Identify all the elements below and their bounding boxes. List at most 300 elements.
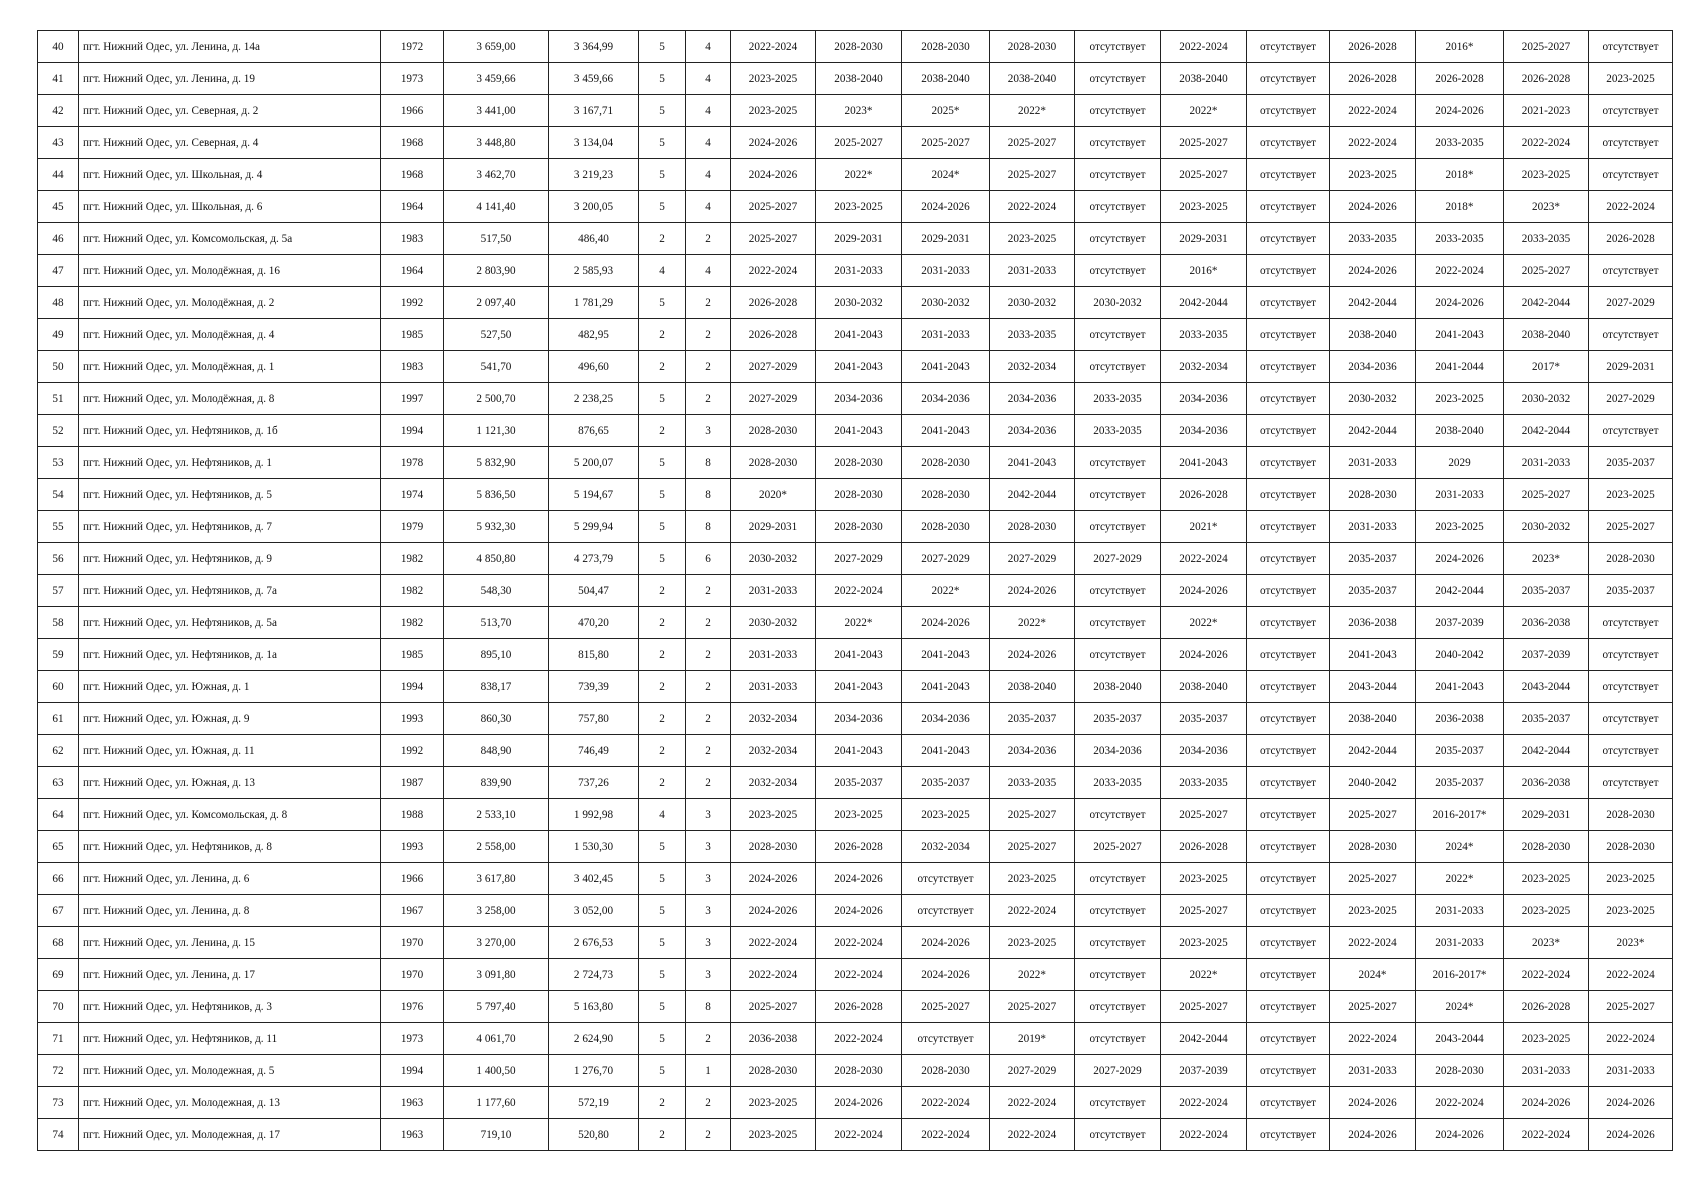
- table-cell: 2022-2024: [1161, 1087, 1247, 1119]
- table-row: [38, 63, 1673, 95]
- address-cell: пгт. Нижний Одес, ул. Молодежная, д. 13: [79, 1087, 381, 1119]
- table-cell: 2: [639, 415, 686, 447]
- table-cell: отсутствует: [1589, 415, 1673, 447]
- table-cell: 2016-2017*: [1416, 959, 1504, 991]
- table-cell: 2021*: [1161, 511, 1247, 543]
- table-cell: 2022-2024: [1416, 1087, 1504, 1119]
- table-cell: 848,90: [444, 735, 549, 767]
- table-cell: 1993: [381, 831, 444, 863]
- table-cell: отсутствует: [1247, 415, 1330, 447]
- table-cell: 2034-2036: [1161, 735, 1247, 767]
- table-cell: 2025-2027: [1330, 863, 1416, 895]
- table-cell: 2032-2034: [731, 735, 816, 767]
- table-cell: 2026-2028: [816, 831, 902, 863]
- table-cell: 2042-2044: [1504, 735, 1589, 767]
- table-cell: 2: [639, 351, 686, 383]
- table-cell: 2024*: [1416, 991, 1504, 1023]
- table-cell: 2025-2027: [990, 831, 1075, 863]
- table-cell: 2034-2036: [1161, 383, 1247, 415]
- row-number-cell: 42: [38, 95, 79, 127]
- table-row: [38, 479, 1673, 511]
- table-cell: 2041-2043: [1161, 447, 1247, 479]
- table-cell: 2038-2040: [816, 63, 902, 95]
- table-cell: 2029-2031: [1504, 799, 1589, 831]
- table-cell: 2025-2027: [1075, 831, 1161, 863]
- table-cell: 2042-2044: [1416, 575, 1504, 607]
- table-cell: отсутствует: [1075, 159, 1161, 191]
- table-cell: 2043-2044: [1330, 671, 1416, 703]
- table-cell: 4: [686, 31, 731, 63]
- table-cell: отсутствует: [1247, 895, 1330, 927]
- table-cell: 2036-2038: [1416, 703, 1504, 735]
- row-number-cell: 65: [38, 831, 79, 863]
- table-cell: 1974: [381, 479, 444, 511]
- table-cell: 2023-2025: [1589, 63, 1673, 95]
- table-cell: 3 448,80: [444, 127, 549, 159]
- table-cell: 2030-2032: [1075, 287, 1161, 319]
- table-row: [38, 223, 1673, 255]
- table-cell: 2028-2030: [816, 479, 902, 511]
- table-cell: 2041-2043: [990, 447, 1075, 479]
- table-cell: отсутствует: [1589, 703, 1673, 735]
- table-cell: 2038-2040: [1330, 703, 1416, 735]
- address-cell: пгт. Нижний Одес, ул. Ленина, д. 8: [79, 895, 381, 927]
- table-cell: 3 200,05: [549, 191, 639, 223]
- table-cell: 5: [639, 31, 686, 63]
- table-cell: 2035-2037: [1416, 735, 1504, 767]
- table-cell: 2017*: [1504, 351, 1589, 383]
- table-cell: отсутствует: [1075, 511, 1161, 543]
- table-cell: 2024-2026: [902, 927, 990, 959]
- table-cell: 5 194,67: [549, 479, 639, 511]
- table-cell: отсутствует: [1075, 255, 1161, 287]
- table-cell: 2022-2024: [1504, 127, 1589, 159]
- address-cell: пгт. Нижний Одес, ул. Школьная, д. 4: [79, 159, 381, 191]
- table-cell: 5 200,07: [549, 447, 639, 479]
- table-cell: 2: [686, 1087, 731, 1119]
- table-cell: 2037-2039: [1161, 1055, 1247, 1087]
- address-cell: пгт. Нижний Одес, ул. Комсомольская, д. 8: [79, 799, 381, 831]
- table-cell: отсутствует: [1247, 735, 1330, 767]
- table-cell: 2034-2036: [902, 703, 990, 735]
- table-cell: 2034-2036: [1075, 735, 1161, 767]
- table-cell: 2022-2024: [1161, 543, 1247, 575]
- row-number-cell: 43: [38, 127, 79, 159]
- table-cell: 2027-2029: [1075, 1055, 1161, 1087]
- address-cell: пгт. Нижний Одес, ул. Южная, д. 9: [79, 703, 381, 735]
- table-cell: 3: [686, 927, 731, 959]
- table-cell: отсутствует: [1075, 223, 1161, 255]
- table-cell: 2041-2043: [1416, 671, 1504, 703]
- table-cell: 1970: [381, 927, 444, 959]
- table-cell: 2042-2044: [1330, 287, 1416, 319]
- table-cell: 2034-2036: [816, 703, 902, 735]
- table-cell: 6: [686, 543, 731, 575]
- table-cell: 2035-2037: [816, 767, 902, 799]
- table-cell: 1966: [381, 863, 444, 895]
- table-cell: 2022-2024: [1504, 959, 1589, 991]
- table-cell: 2022-2024: [1504, 1119, 1589, 1151]
- table-cell: 2027-2029: [902, 543, 990, 575]
- table-cell: 2023-2025: [731, 95, 816, 127]
- table-cell: 1983: [381, 223, 444, 255]
- table-cell: 2023-2025: [731, 1119, 816, 1151]
- table-cell: 2031-2033: [902, 319, 990, 351]
- table-cell: 2025-2027: [731, 191, 816, 223]
- table-cell: 2029-2031: [731, 511, 816, 543]
- table-cell: отсутствует: [1247, 959, 1330, 991]
- table-cell: 2024-2026: [731, 127, 816, 159]
- table-cell: 2: [686, 287, 731, 319]
- table-cell: 2024-2026: [1416, 543, 1504, 575]
- table-cell: 2026-2028: [1330, 31, 1416, 63]
- table-cell: отсутствует: [902, 895, 990, 927]
- table-cell: 1985: [381, 639, 444, 671]
- table-cell: 2025-2027: [816, 127, 902, 159]
- table-cell: 2030-2032: [816, 287, 902, 319]
- table-cell: 2 624,90: [549, 1023, 639, 1055]
- table-cell: 2028-2030: [902, 447, 990, 479]
- address-cell: пгт. Нижний Одес, ул. Южная, д. 1: [79, 671, 381, 703]
- table-cell: отсутствует: [1247, 159, 1330, 191]
- table-cell: отсутствует: [1075, 863, 1161, 895]
- table-cell: отсутствует: [1247, 671, 1330, 703]
- table-cell: 2034-2036: [990, 735, 1075, 767]
- table-cell: 2041-2043: [1416, 319, 1504, 351]
- table-cell: отсутствует: [1075, 191, 1161, 223]
- table-cell: 2028-2030: [816, 31, 902, 63]
- table-cell: 486,40: [549, 223, 639, 255]
- address-cell: пгт. Нижний Одес, ул. Нефтяников, д. 3: [79, 991, 381, 1023]
- table-cell: отсутствует: [1589, 607, 1673, 639]
- table-cell: 2035-2037: [902, 767, 990, 799]
- table-cell: 2033-2035: [1075, 767, 1161, 799]
- table-cell: 2028-2030: [731, 831, 816, 863]
- row-number-cell: 56: [38, 543, 79, 575]
- table-cell: 2: [686, 1023, 731, 1055]
- table-cell: 3 167,71: [549, 95, 639, 127]
- table-cell: 2024-2026: [816, 895, 902, 927]
- table-cell: 2028-2030: [990, 31, 1075, 63]
- table-cell: 2025-2027: [1504, 31, 1589, 63]
- table-cell: 2035-2037: [1161, 703, 1247, 735]
- table-cell: отсутствует: [1075, 447, 1161, 479]
- table-cell: 2022-2024: [1330, 127, 1416, 159]
- table-cell: 2: [639, 319, 686, 351]
- table-cell: 2027-2029: [816, 543, 902, 575]
- table-cell: 2022*: [1161, 959, 1247, 991]
- table-cell: 470,20: [549, 607, 639, 639]
- table-cell: 1 781,29: [549, 287, 639, 319]
- table-cell: 1963: [381, 1119, 444, 1151]
- row-number-cell: 41: [38, 63, 79, 95]
- table-cell: 2022*: [1161, 607, 1247, 639]
- table-cell: 2023*: [1504, 543, 1589, 575]
- table-cell: 2016*: [1161, 255, 1247, 287]
- table-cell: 8: [686, 991, 731, 1023]
- table-cell: 2027-2029: [731, 351, 816, 383]
- table-cell: 2028-2030: [902, 479, 990, 511]
- table-cell: 2035-2037: [1504, 575, 1589, 607]
- table-cell: отсутствует: [1247, 575, 1330, 607]
- table-cell: 2029-2031: [902, 223, 990, 255]
- table-cell: 2018*: [1416, 191, 1504, 223]
- table-cell: 5: [639, 895, 686, 927]
- table-cell: 2022*: [816, 159, 902, 191]
- address-cell: пгт. Нижний Одес, ул. Нефтяников, д. 7а: [79, 575, 381, 607]
- table-cell: 2022-2024: [1330, 927, 1416, 959]
- table-cell: 1 400,50: [444, 1055, 549, 1087]
- table-cell: 3 402,45: [549, 863, 639, 895]
- table-cell: 2 097,40: [444, 287, 549, 319]
- table-cell: 2028-2030: [816, 1055, 902, 1087]
- table-cell: 4 273,79: [549, 543, 639, 575]
- table-row: [38, 447, 1673, 479]
- table-cell: 527,50: [444, 319, 549, 351]
- address-cell: пгт. Нижний Одес, ул. Нефтяников, д. 9: [79, 543, 381, 575]
- table-cell: 2041-2043: [902, 735, 990, 767]
- table-cell: 5: [639, 383, 686, 415]
- table-cell: 3 219,23: [549, 159, 639, 191]
- table-cell: 2028-2030: [1589, 799, 1673, 831]
- table-cell: 2030-2032: [990, 287, 1075, 319]
- row-number-cell: 74: [38, 1119, 79, 1151]
- table-cell: 5: [639, 991, 686, 1023]
- table-cell: 3: [686, 415, 731, 447]
- table-cell: 2041-2043: [816, 639, 902, 671]
- table-cell: 1 121,30: [444, 415, 549, 447]
- table-cell: 2028-2030: [731, 447, 816, 479]
- table-cell: 5: [639, 1023, 686, 1055]
- table-cell: 2024-2026: [731, 159, 816, 191]
- table-cell: 2041-2043: [816, 351, 902, 383]
- table-cell: 2024-2026: [1330, 1119, 1416, 1151]
- table-cell: 2022-2024: [731, 31, 816, 63]
- address-cell: пгт. Нижний Одес, ул. Ленина, д. 17: [79, 959, 381, 991]
- table-cell: 2043-2044: [1416, 1023, 1504, 1055]
- table-cell: 5: [639, 479, 686, 511]
- table-cell: 2023*: [816, 95, 902, 127]
- table-cell: 2023-2025: [1504, 895, 1589, 927]
- table-cell: 1973: [381, 63, 444, 95]
- table-cell: 2024-2026: [1416, 95, 1504, 127]
- table-cell: 2036-2038: [731, 1023, 816, 1055]
- table-cell: 2022-2024: [1416, 255, 1504, 287]
- table-row: [38, 159, 1673, 191]
- table-cell: 2: [686, 351, 731, 383]
- table-cell: 1988: [381, 799, 444, 831]
- table-cell: 2022-2024: [1330, 1023, 1416, 1055]
- table-cell: 1992: [381, 735, 444, 767]
- table-cell: отсутствует: [1589, 319, 1673, 351]
- table-cell: 5 797,40: [444, 991, 549, 1023]
- address-cell: пгт. Нижний Одес, ул. Нефтяников, д. 5а: [79, 607, 381, 639]
- table-cell: 2023-2025: [1161, 927, 1247, 959]
- table-cell: 2022-2024: [816, 959, 902, 991]
- row-number-cell: 48: [38, 287, 79, 319]
- table-cell: 2023*: [1504, 927, 1589, 959]
- table-cell: 2023-2025: [1416, 383, 1504, 415]
- table-cell: 2018*: [1416, 159, 1504, 191]
- address-cell: пгт. Нижний Одес, ул. Комсомольская, д. 5а: [79, 223, 381, 255]
- table-cell: 2024-2026: [816, 1087, 902, 1119]
- address-cell: пгт. Нижний Одес, ул. Южная, д. 13: [79, 767, 381, 799]
- table-cell: 746,49: [549, 735, 639, 767]
- table-cell: отсутствует: [1075, 1087, 1161, 1119]
- table-cell: 3 052,00: [549, 895, 639, 927]
- address-cell: пгт. Нижний Одес, ул. Северная, д. 4: [79, 127, 381, 159]
- table-cell: 4: [686, 95, 731, 127]
- table-cell: 2026-2028: [1330, 63, 1416, 95]
- table-cell: 2038-2040: [1504, 319, 1589, 351]
- table-cell: 2023-2025: [1161, 863, 1247, 895]
- table-cell: 2033-2035: [1416, 127, 1504, 159]
- table-cell: 2023*: [1589, 927, 1673, 959]
- table-cell: 3 091,80: [444, 959, 549, 991]
- table-cell: отсутствует: [1075, 895, 1161, 927]
- table-cell: 2 724,73: [549, 959, 639, 991]
- table-cell: 2041-2043: [816, 671, 902, 703]
- table-cell: 3: [686, 863, 731, 895]
- table-cell: 5: [639, 191, 686, 223]
- table-row: [38, 927, 1673, 959]
- table-cell: 5: [639, 287, 686, 319]
- table-cell: 4: [686, 63, 731, 95]
- row-number-cell: 71: [38, 1023, 79, 1055]
- table-cell: отсутствует: [1247, 319, 1330, 351]
- table-cell: 2: [639, 767, 686, 799]
- address-cell: пгт. Нижний Одес, ул. Нефтяников, д. 1б: [79, 415, 381, 447]
- table-cell: 4: [686, 159, 731, 191]
- address-cell: пгт. Нижний Одес, ул. Ленина, д. 14а: [79, 31, 381, 63]
- table-cell: 572,19: [549, 1087, 639, 1119]
- table-cell: 815,80: [549, 639, 639, 671]
- row-number-cell: 44: [38, 159, 79, 191]
- table-cell: 2028-2030: [816, 447, 902, 479]
- table-cell: 5: [639, 63, 686, 95]
- table-cell: отсутствует: [1247, 191, 1330, 223]
- table-cell: 2023-2025: [731, 1087, 816, 1119]
- table-cell: 2022-2024: [1589, 191, 1673, 223]
- row-number-cell: 49: [38, 319, 79, 351]
- table-cell: 2031-2033: [731, 575, 816, 607]
- table-cell: 2031-2033: [731, 639, 816, 671]
- table-cell: 4 850,80: [444, 543, 549, 575]
- table-cell: отсутствует: [1589, 767, 1673, 799]
- table-cell: 2035-2037: [1589, 575, 1673, 607]
- table-cell: отсутствует: [1589, 127, 1673, 159]
- table-cell: 3 459,66: [549, 63, 639, 95]
- table-cell: 2025-2027: [1504, 255, 1589, 287]
- table-cell: 2043-2044: [1504, 671, 1589, 703]
- row-number-cell: 45: [38, 191, 79, 223]
- table-cell: 2031-2033: [902, 255, 990, 287]
- table-cell: 2030-2032: [1504, 383, 1589, 415]
- table-cell: 2023-2025: [1504, 863, 1589, 895]
- table-cell: отсутствует: [1247, 543, 1330, 575]
- table-cell: 2031-2033: [1504, 447, 1589, 479]
- table-cell: 2029: [1416, 447, 1504, 479]
- table-cell: 2025-2027: [990, 799, 1075, 831]
- table-cell: 2023-2025: [1589, 479, 1673, 511]
- table-cell: 2026-2028: [1504, 63, 1589, 95]
- table-cell: 1963: [381, 1087, 444, 1119]
- table-row: [38, 319, 1673, 351]
- table-cell: 2025-2027: [1161, 127, 1247, 159]
- table-cell: 2032-2034: [990, 351, 1075, 383]
- table-cell: 5: [639, 959, 686, 991]
- table-cell: 4 141,40: [444, 191, 549, 223]
- table-cell: отсутствует: [1075, 63, 1161, 95]
- table-row: [38, 895, 1673, 927]
- table-cell: 1982: [381, 575, 444, 607]
- table-cell: 757,80: [549, 703, 639, 735]
- table-cell: отсутствует: [1247, 831, 1330, 863]
- table-cell: 4: [686, 255, 731, 287]
- table-cell: 2022-2024: [731, 927, 816, 959]
- table-cell: 2023-2025: [1330, 159, 1416, 191]
- table-cell: 2021-2023: [1504, 95, 1589, 127]
- table-row: [38, 351, 1673, 383]
- table-cell: 2: [639, 735, 686, 767]
- table-cell: 2: [686, 703, 731, 735]
- table-cell: 3 617,80: [444, 863, 549, 895]
- table-cell: отсутствует: [1247, 383, 1330, 415]
- table-cell: 2035-2037: [1589, 447, 1673, 479]
- address-cell: пгт. Нижний Одес, ул. Нефтяников, д. 1: [79, 447, 381, 479]
- table-cell: отсутствует: [1247, 63, 1330, 95]
- table-cell: 2026-2028: [1416, 63, 1504, 95]
- table-cell: 2024-2026: [990, 575, 1075, 607]
- table-cell: 2031-2033: [1330, 447, 1416, 479]
- table-cell: отсутствует: [1075, 351, 1161, 383]
- table-cell: 1994: [381, 671, 444, 703]
- row-number-cell: 47: [38, 255, 79, 287]
- table-row: [38, 671, 1673, 703]
- table-cell: отсутствует: [1075, 1023, 1161, 1055]
- table-cell: 1979: [381, 511, 444, 543]
- table-cell: 2022*: [1161, 95, 1247, 127]
- table-cell: 5: [639, 447, 686, 479]
- table-cell: отсутствует: [1247, 1119, 1330, 1151]
- table-cell: 1997: [381, 383, 444, 415]
- table-cell: 2026-2028: [816, 991, 902, 1023]
- table-cell: 2024-2026: [1161, 639, 1247, 671]
- table-cell: 1 276,70: [549, 1055, 639, 1087]
- table-cell: 3: [686, 799, 731, 831]
- table-cell: 3 270,00: [444, 927, 549, 959]
- table-cell: отсутствует: [1075, 127, 1161, 159]
- table-cell: 2: [686, 767, 731, 799]
- table-cell: 2024-2026: [1589, 1087, 1673, 1119]
- row-number-cell: 64: [38, 799, 79, 831]
- table-cell: 2023-2025: [731, 63, 816, 95]
- table-cell: 2029-2031: [816, 223, 902, 255]
- table-cell: 2023-2025: [816, 191, 902, 223]
- table-cell: 1985: [381, 319, 444, 351]
- table-cell: 2024-2026: [902, 607, 990, 639]
- table-cell: 2025-2027: [1589, 511, 1673, 543]
- table-cell: 2022*: [816, 607, 902, 639]
- table-cell: 2042-2044: [1330, 415, 1416, 447]
- table-cell: 2034-2036: [816, 383, 902, 415]
- table-cell: 876,65: [549, 415, 639, 447]
- table-cell: 2024-2026: [1330, 255, 1416, 287]
- table-cell: 2025-2027: [1161, 895, 1247, 927]
- row-number-cell: 54: [38, 479, 79, 511]
- address-cell: пгт. Нижний Одес, ул. Ленина, д. 6: [79, 863, 381, 895]
- table-cell: 2024*: [1330, 959, 1416, 991]
